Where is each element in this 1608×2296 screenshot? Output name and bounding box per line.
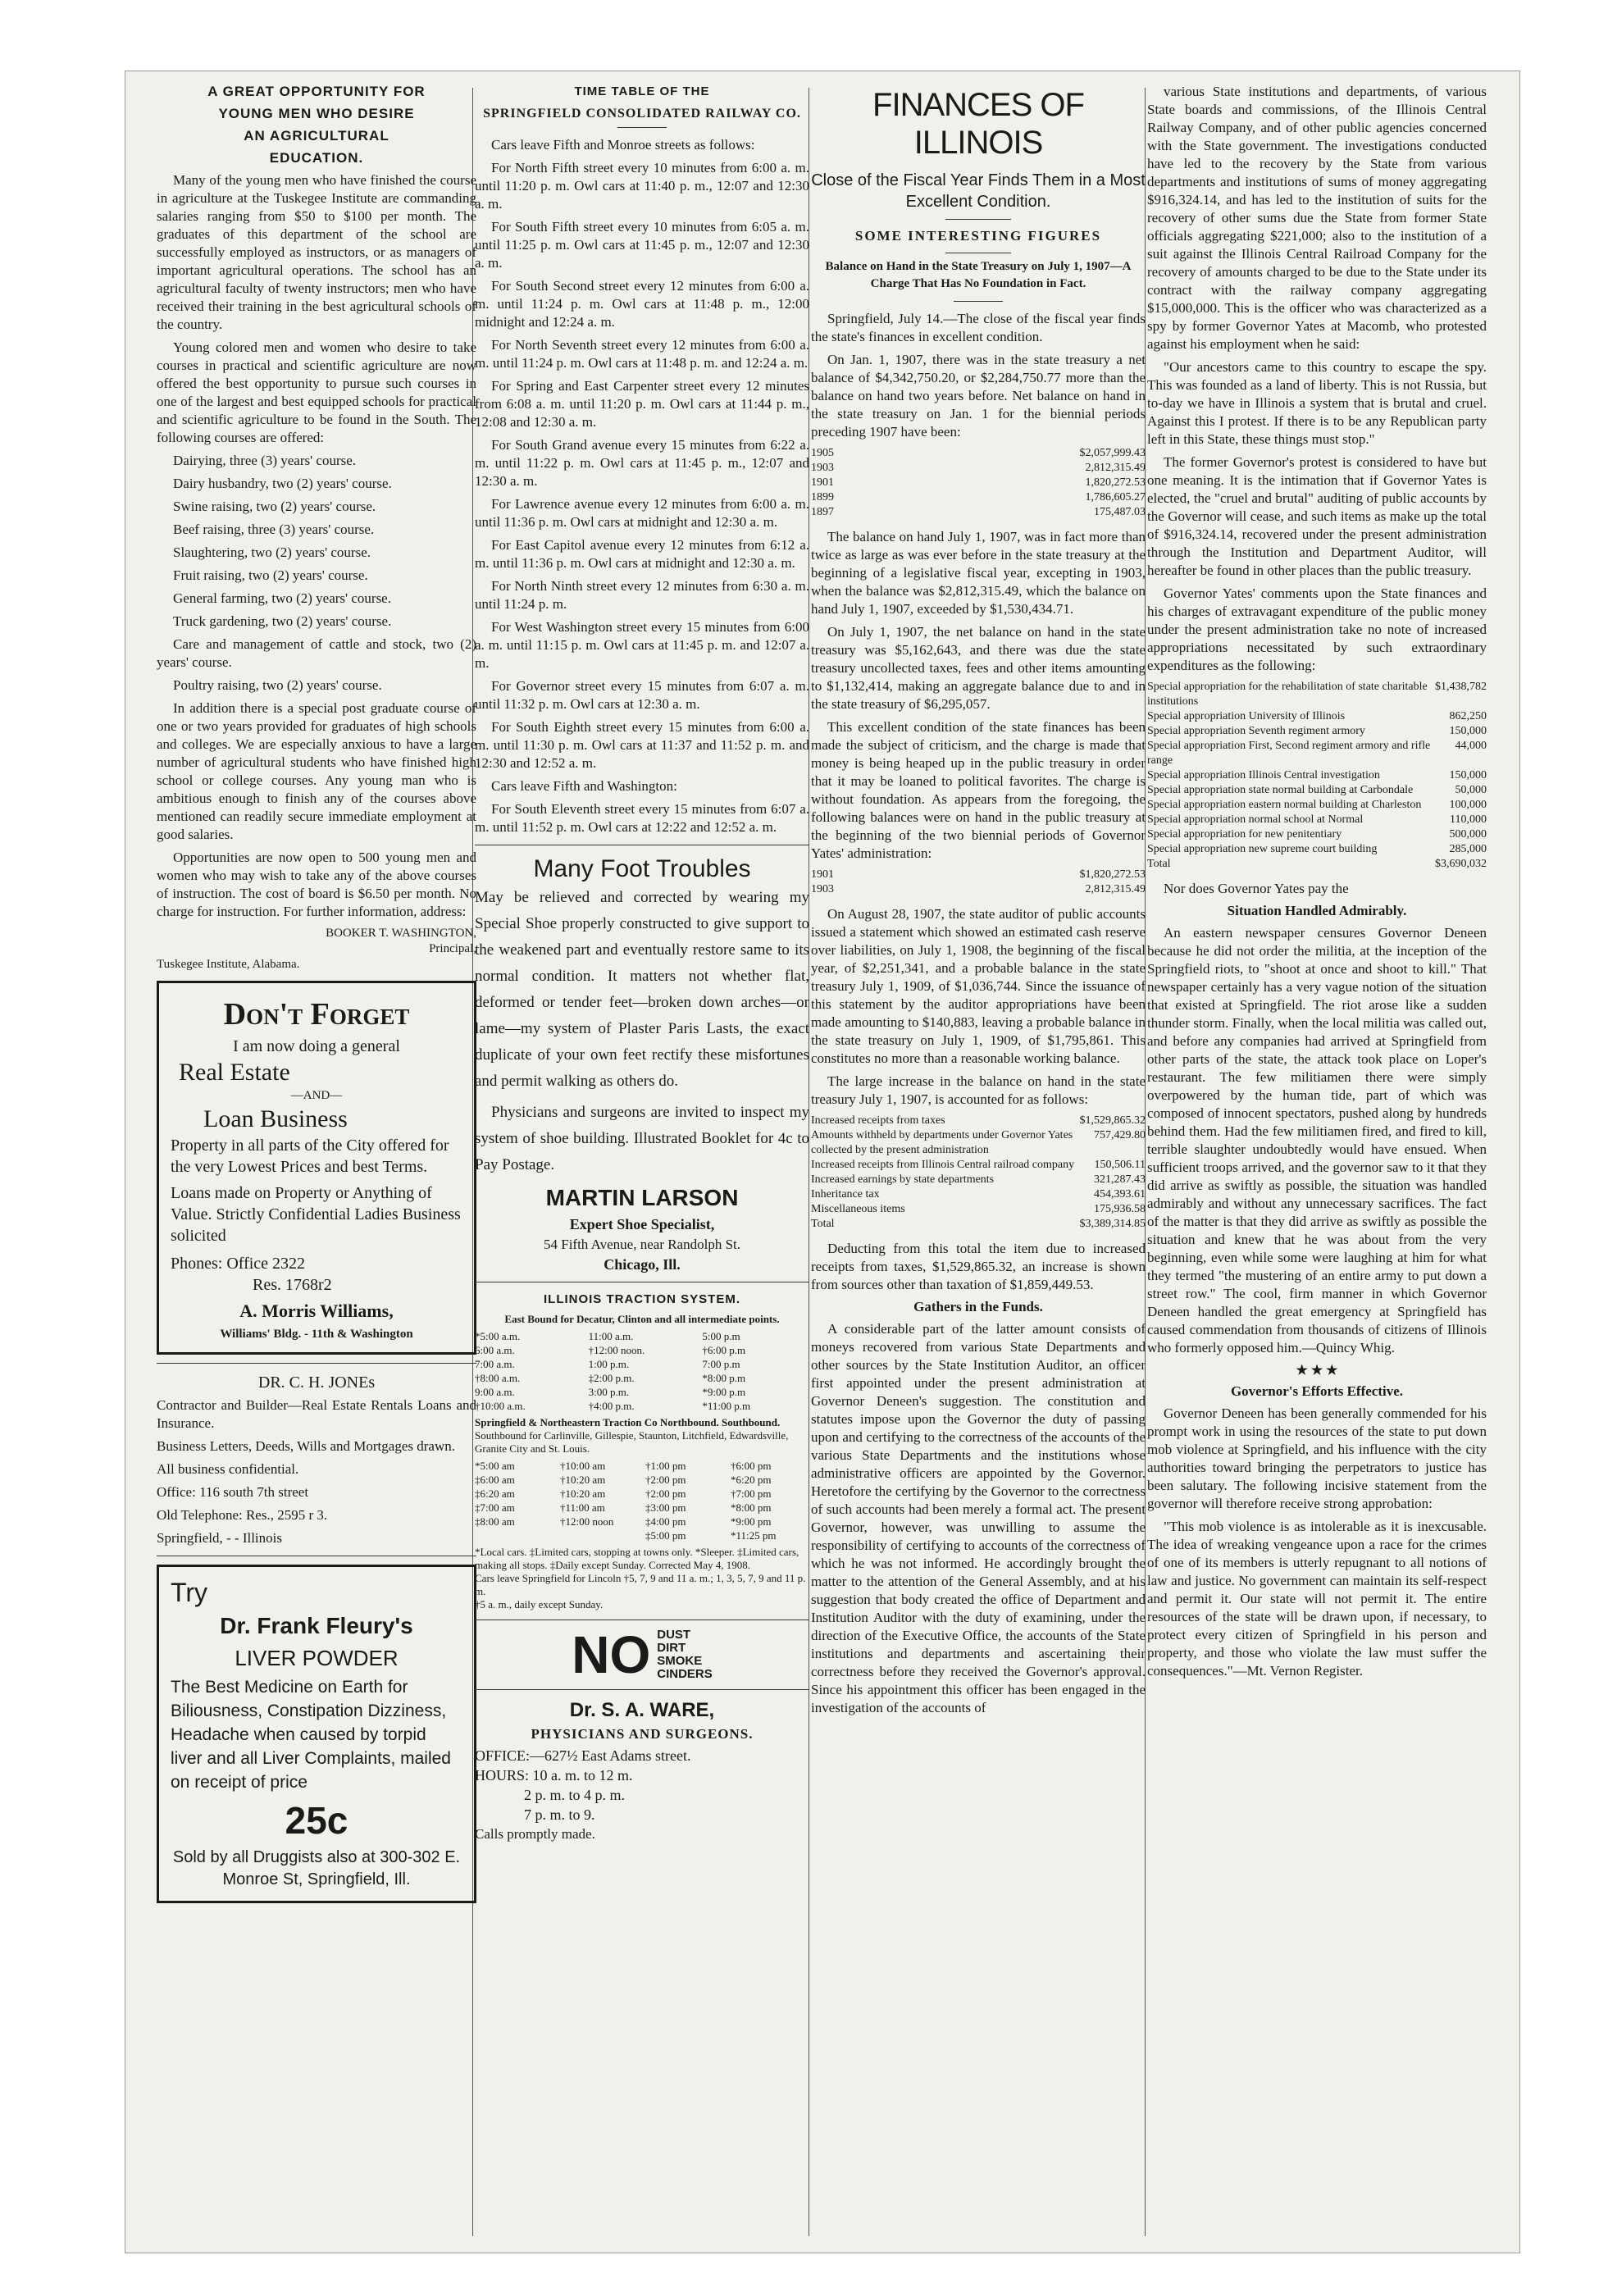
no-dust-ad bbox=[475, 1625, 809, 1684]
jones-name: DR. C. H. JONEs bbox=[257, 1374, 376, 1392]
paragraph: For South Eighth street every 15 minutes from 6:00 a. m. until 11:30 p. m. Owl cars at 11:37 and 11:52 p. m. and 12:30 and 12:52 a. m. bbox=[475, 719, 809, 771]
ledger-row bbox=[1147, 783, 1487, 798]
schedule-time: †6:00 p.m bbox=[702, 1344, 746, 1356]
traction-notes: †5 a. m., daily except Sunday. bbox=[475, 1598, 604, 1610]
fleury-ad bbox=[157, 1565, 476, 1903]
paragraph: For West Washington street every 15 minutes from 6:00 a. m. until 11:15 p. m. Owl cars at 11:45 p. m. and 12:07 a. m. bbox=[475, 619, 809, 671]
paragraph: Old Telephone: Res., 2595 r 3. bbox=[157, 1507, 328, 1523]
larson-ad bbox=[475, 854, 809, 1273]
column-4 bbox=[1147, 83, 1487, 1685]
fleury-sold: Sold by all Druggists also at 300-302 E. Monroe St, Springfield, Ill. bbox=[172, 1848, 461, 1888]
schedule-time: 9:00 a.m. bbox=[475, 1386, 515, 1398]
paragraph: For North Ninth street every 12 minutes from 6:30 a. m. until 11:24 p. m. bbox=[475, 578, 809, 612]
schedule-time: ‡4:00 pm bbox=[645, 1515, 686, 1528]
ledger-row bbox=[811, 1128, 1146, 1158]
paragraph: For South Eleventh street every 15 minutes from 6:07 a. m. until 11:52 p. m. Owl cars at 12:22 and 12:52 a. m. bbox=[475, 801, 809, 835]
traction-sub: East Bound for Decatur, Clinton and all intermediate points. bbox=[504, 1313, 780, 1325]
schedule-time: 7:00 a.m. bbox=[475, 1358, 515, 1370]
fleury-body: The Best Medicine on Earth for Biliousness, Constipation Dizziness, Headache when caused by torpid liver and all Liver Complaints, mailed on receipt of price bbox=[171, 1678, 451, 1792]
ledger-amount: 44,000 bbox=[1455, 740, 1487, 752]
ledger-amount: 50,000 bbox=[1455, 784, 1487, 796]
ledger-amount: 2,812,315.49 bbox=[1085, 883, 1146, 895]
divider bbox=[617, 127, 667, 128]
schedule-time: *5:00 am bbox=[475, 1460, 515, 1472]
divider bbox=[945, 219, 1011, 220]
ag-heading-line: A GREAT OPPORTUNITY FOR bbox=[207, 84, 426, 99]
divider bbox=[157, 1363, 476, 1364]
larson-headline: Many Foot Troubles bbox=[533, 855, 751, 882]
paragraph: Opportunities are now open to 500 young men and women who may wish to take any of the above courses of instruction. The cost of board is $6.50 per month. No charge for instruction. For further information, address: bbox=[157, 850, 476, 919]
finances-deck: SOME INTERESTING FIGURES bbox=[854, 228, 1102, 244]
fleury-name: Dr. Frank Fleury's bbox=[220, 1613, 413, 1638]
paragraph: The balance on hand July 1, 1907, was in fact more than twice as large as was ever before in the state treasury at the beginning of a legislative fiscal year, excepting in 1903, when the balance was $2,812,315.49, which the balance on hand July 1, 1907, exceeded by $1,530,434.71. bbox=[811, 529, 1146, 617]
situation-body bbox=[1147, 924, 1487, 1357]
ledger-amount: 285,000 bbox=[1449, 843, 1487, 855]
schedule-time: †8:00 a.m. bbox=[475, 1372, 521, 1384]
williams-headline: Don't Forget bbox=[223, 997, 410, 1032]
schedule-time: ‡3:00 pm bbox=[645, 1501, 686, 1514]
schedule-time: ‡2:00 p.m. bbox=[588, 1372, 635, 1384]
ledger-row bbox=[811, 1114, 1146, 1128]
ledger-row bbox=[1147, 709, 1487, 724]
finances-title: FINANCES OF ILLINOIS bbox=[872, 87, 1084, 161]
ledger-yates bbox=[811, 868, 1146, 897]
ledger-row bbox=[811, 476, 1146, 490]
no-item: SMOKE bbox=[657, 1654, 703, 1668]
schedule-time: †10:20 am bbox=[560, 1487, 606, 1500]
jones-lines bbox=[157, 1396, 476, 1547]
ledger-label: 1905 bbox=[811, 447, 834, 459]
ledger-row bbox=[1147, 724, 1487, 739]
finances-deck: Balance on Hand in the State Treasury on July 1, 1907—A Charge That Has No Foundation in Fact. bbox=[825, 260, 1132, 290]
ware-hours: 2 p. m. to 4 p. m. bbox=[524, 1787, 626, 1803]
column-2 bbox=[475, 83, 809, 1844]
schedule-time: ‡5:00 pm bbox=[645, 1529, 686, 1542]
schedule-time: †2:00 pm bbox=[645, 1474, 686, 1486]
fleury-product: LIVER POWDER bbox=[235, 1646, 399, 1670]
williams-line: Loan Business bbox=[203, 1105, 348, 1132]
ledger-row bbox=[1147, 798, 1487, 813]
ag-heading-line: YOUNG MEN WHO DESIRE bbox=[218, 106, 415, 121]
ledger-label: Inheritance tax bbox=[811, 1188, 880, 1200]
schedule-time: †11:00 am bbox=[560, 1501, 605, 1514]
efforts-body bbox=[1147, 1405, 1487, 1680]
larson-name: MARTIN LARSON bbox=[545, 1185, 739, 1210]
paragraph: Fruit raising, two (2) years' course. bbox=[173, 567, 368, 583]
column-3 bbox=[811, 83, 1146, 1722]
ledger-label: Special appropriation eastern normal building at Charleston bbox=[1147, 799, 1422, 811]
ledger-row bbox=[811, 461, 1146, 476]
paragraph: For North Seventh street every 12 minutes from 6:00 a. m. until 11:24 p. m. Owl cars at 11:48 p. m. and 12:24 a. m. bbox=[475, 337, 809, 371]
ledger-label: Total bbox=[1147, 858, 1171, 870]
finances-continued bbox=[1147, 83, 1487, 675]
paragraph: Care and management of cattle and stock, two (2) years' course. bbox=[157, 636, 476, 670]
williams-line: —AND— bbox=[290, 1089, 343, 1102]
ledger-amount: 2,812,315.49 bbox=[1085, 462, 1146, 474]
schedule-time: 5:00 p.m bbox=[702, 1330, 740, 1342]
subheading-situation: Situation Handled Admirably. bbox=[1227, 903, 1407, 918]
traction-notes: *Local cars. ‡Limited cars, stopping at towns only. *Sleeper. ‡Limited cars, making all stops. ‡Daily except Sunday. Corrected May 4, 1908. bbox=[475, 1546, 799, 1571]
paragraph: Poultry raising, two (2) years' course. bbox=[173, 677, 382, 693]
ledger-amount: 150,000 bbox=[1449, 769, 1487, 781]
schedule-time: *9:00 p.m bbox=[702, 1386, 746, 1398]
schedule-time: *11:00 p.m bbox=[702, 1400, 751, 1412]
traction-notes: Cars leave Springfield for Lincoln †5, 7, 9 and 11 a. m.; 1, 3, 5, 7, 9 and 11 p. m. bbox=[475, 1572, 806, 1597]
paragraph: Nor does Governor Yates pay the bbox=[1164, 881, 1349, 896]
schedule-time: *8:00 pm bbox=[731, 1501, 772, 1514]
paragraph: Office: 116 south 7th street bbox=[157, 1484, 309, 1500]
jones-ad bbox=[157, 1372, 476, 1547]
fleury-price: 25c bbox=[285, 1799, 348, 1842]
ledger-balances bbox=[811, 446, 1146, 520]
ledger-label: Special appropriation normal school at Normal bbox=[1147, 813, 1364, 826]
ware-hours: 7 p. m. to 9. bbox=[524, 1806, 595, 1823]
ledger-amount: 150,000 bbox=[1449, 725, 1487, 737]
ledger-label: 1899 bbox=[811, 491, 834, 503]
ledger-row bbox=[811, 868, 1146, 882]
ledger-label: Increased receipts from Illinois Central railroad company bbox=[811, 1159, 1075, 1171]
schedule-time: 7:00 p.m bbox=[702, 1358, 740, 1370]
paragraph: Swine raising, two (2) years' course. bbox=[173, 499, 376, 514]
paragraph: Contractor and Builder—Real Estate Rentals Loans and Insurance. bbox=[157, 1397, 476, 1431]
finances-body bbox=[811, 528, 1146, 863]
paragraph: Cars leave Fifth and Washington: bbox=[491, 778, 677, 794]
schedule-time: †4:00 p.m. bbox=[588, 1400, 635, 1412]
paragraph: For South Grand avenue every 15 minutes from 6:22 a. m. until 11:22 p. m. Owl cars at 11:45 p. m., 12:07 and 12:30 a. m. bbox=[475, 437, 809, 489]
finances-body bbox=[811, 1320, 1146, 1717]
paragraph: General farming, two (2) years' course. bbox=[173, 590, 391, 606]
ledger-row bbox=[1147, 813, 1487, 827]
ledger-label: Increased earnings by state departments bbox=[811, 1173, 995, 1186]
ledger-amount: 110,000 bbox=[1450, 813, 1487, 826]
williams-phones: Phones: Office 2322 bbox=[171, 1255, 306, 1273]
ledger-label: Amounts withheld by departments under Governor Yates collected by the present administration bbox=[811, 1129, 1073, 1156]
ware-hours: HOURS: 10 a. m. to 12 m. bbox=[475, 1767, 633, 1784]
schedule-time: ‡7:00 am bbox=[475, 1501, 515, 1514]
stars-divider: ★ ★ ★ bbox=[1296, 1364, 1338, 1378]
paragraph: For South Second street every 12 minutes from 6:00 a. m. until 11:24 p. m. Owl cars at 11:48 p. m., 12:00 midnight and 12:24 a. m. bbox=[475, 278, 809, 330]
ledger-amount: $1,529,865.32 bbox=[1079, 1114, 1146, 1127]
paragraph: Many of the young men who have finished the course in agriculture at the Tuskegee Institute are commanding salaries ranging from $50 to $100 per month. The graduates of this department of the school are successfully employed as instructors, or as managers of important agricultural operations. The school has an agricultural faculty of twenty instructors; men who have received their training in the best agricultural schools of the country. bbox=[157, 172, 476, 332]
schedule-time: †10:00 am bbox=[560, 1460, 606, 1472]
ledger-amount: 175,487.03 bbox=[1094, 506, 1146, 518]
paragraph: Deducting from this total the item due to increased receipts from taxes, $1,529,865.32, an increase is shown from sources other than taxation of $1,859,449.53. bbox=[811, 1241, 1146, 1292]
no-list bbox=[657, 1629, 713, 1681]
finances-body bbox=[811, 1240, 1146, 1294]
williams-address: Williams' Bldg. - 11th & Washington bbox=[220, 1328, 413, 1341]
ag-heading-line: AN AGRICULTURAL bbox=[244, 128, 389, 144]
schedule-time: ‡6:20 am bbox=[475, 1487, 515, 1500]
williams-line: Real Estate bbox=[179, 1059, 290, 1086]
subheading-efforts: Governor's Efforts Effective. bbox=[1230, 1383, 1404, 1399]
ledger-amount: $3,690,032 bbox=[1435, 858, 1487, 870]
ledger-amount: 500,000 bbox=[1449, 828, 1487, 840]
traction-ad bbox=[475, 1291, 809, 1611]
ledger-appropriations bbox=[1147, 680, 1487, 872]
larson-title: Expert Shoe Specialist, bbox=[569, 1216, 715, 1232]
paragraph: On August 28, 1907, the state auditor of public accounts issued a statement which showed an estimated cash reserve over liabilities, on July 1, 1908, the beginning of the fiscal year, of $2,251,341, and a probable balance in the state treasury July 1, 1909, of $1,036,744. Since the issuance of this statement by the auditor appropriations have been made amounting to $140,883, leaving a probable balance in the state treasury on July 1, 1909, of $1,795,861. This constitutes no more than a reasonable working balance. bbox=[811, 906, 1146, 1066]
schedule-time: 11:00 a.m. bbox=[588, 1330, 634, 1342]
ledger-amount: $3,389,314.85 bbox=[1079, 1218, 1146, 1230]
ag-signature-place: Tuskegee Institute, Alabama. bbox=[157, 958, 300, 971]
paragraph: An eastern newspaper censures Governor Deneen because he did not order the militia, at the inception of the Springfield riots, to "shoot at once and shoot to kill." That newspaper certainly has a very vague notion of the situation that existed at Springfield. The riot arose like a sudden thunder storm. Finally, when the local militia was called out, and before any companies had arrived at Springfield from other parts of the state, the attack took place on Loper's restaurant. The few militiamen there were simply overpowered by the human tide, part of which was composed of innocent spectators, pushed along by hundreds behind them. Had the few militiamen fired, and fired to kill, terrible slaughter undoubtedly would have ensued. When sufficient troops arrived, and the governor saw to it that they did arrive as swiftly as possible, the situation was handled admirably and without any unnecessary sacrifices. The fact of the matter is that they did arrive as swiftly as possible the situation and knew that he was about from the very beginning, even while some were laughing at him for what they termed "the mustering of an entire army to put down a street row." The cool, firm manner in which Governor Deneen handled the great emergency at Springfield has caused commendation from thousands of citizens of Illinois who formerly opposed him.—Quincy Whig. bbox=[1147, 925, 1487, 1355]
schedule-time: 3:00 p.m. bbox=[588, 1386, 630, 1398]
paragraph: Governor Deneen has been generally commended for his prompt work in using the resources of the state to put down mob violence at Springfield, and his influence with the city authorities toward bringing the perpetrators to justice has been salutary. The following incisive statement from the governor will therefore receive strong approbation: bbox=[1147, 1405, 1487, 1511]
ware-name: Dr. S. A. WARE, bbox=[569, 1699, 715, 1721]
paragraph: Dairy husbandry, two (2) years' course. bbox=[173, 476, 392, 491]
traction-sub: Springfield & Northeastern Traction Co Northbound. Southbound. bbox=[475, 1416, 781, 1428]
traction-south-schedule bbox=[475, 1459, 809, 1542]
newspaper-page bbox=[125, 71, 1520, 2253]
ledger-row bbox=[1147, 857, 1487, 872]
ledger-label: Total bbox=[811, 1218, 835, 1230]
ledger-amount: 175,936.58 bbox=[1094, 1203, 1146, 1215]
ledger-amount: 862,250 bbox=[1449, 710, 1487, 722]
ag-heading bbox=[157, 83, 476, 166]
ledger-row bbox=[811, 1217, 1146, 1232]
paragraph: The former Governor's protest is considered to have but one meaning. It is the intimation that if Governor Yates is elected, the "cruel and brutal" auditing of public accounts by the Governor will cease, and such items as make up the total of $916,324.14, recovered under the present administration through the Institution and Department Auditor, will hereafter be found in other places than the public treasury. bbox=[1147, 454, 1487, 578]
no-big: NO bbox=[572, 1625, 651, 1684]
fleury-try: Try bbox=[171, 1578, 208, 1607]
subheading-gathers: Gathers in the Funds. bbox=[913, 1299, 1043, 1314]
ag-signature: BOOKER T. WASHINGTON, bbox=[326, 927, 476, 940]
paragraph: In addition there is a special post graduate course of one or two years provided for graduates of high schools and colleges. We are especially anxious to have a large number of agricultural students who have finished high school or college courses. Any young man who is ambitious enough to finish any of the courses above mentioned can readily secure immediate employment at good salaries. bbox=[157, 700, 476, 842]
williams-body: Property in all parts of the City offered for the very Lowest Prices and best Terms. bbox=[171, 1137, 449, 1176]
paragraph: Business Letters, Deeds, Wills and Mortgages drawn. bbox=[157, 1438, 455, 1454]
schedule-time: *5:00 a.m. bbox=[475, 1330, 521, 1342]
ledger-label: Special appropriation for the rehabilitation of state charitable institutions bbox=[1147, 681, 1428, 708]
schedule-time: *11:25 pm bbox=[731, 1529, 777, 1542]
schedule-time: †1:00 pm bbox=[645, 1460, 686, 1472]
paragraph: This excellent condition of the state finances has been made the subject of criticism, and the charge is made that money is being heaped up in the public treasury in order that it may be loaned to political favorites. The charge is without foundation. As appears from the foregoing, the following balances were on hand in the public treasury at the beginning of the two biennial periods of Governor Yates' administration: bbox=[811, 719, 1146, 861]
divider bbox=[475, 1689, 809, 1690]
williams-line: I am now doing a general bbox=[233, 1037, 400, 1055]
paragraph: various State institutions and departments, of various State boards and commissions, of the Illinois Central Railway Company, and of other public agencies concerned with the State government. The investigations conducted have led to the recovery by the State from various departments and institutions of sums of money aggregating $916,324.14, and has led to the institution of suits for the recovery of other sums due the State from former State officials aggregating $221,000; also to the institution of a suit against the Illinois Central Railroad Company for the recovery of amounts charged to be due to the State under its contract with the railway company aggregating $15,000,000. This is the officer who was characterized as a spy by former Governor Yates at Macomb, who protested against his employment when he said: bbox=[1147, 84, 1487, 352]
schedule-time: †7:00 pm bbox=[731, 1487, 772, 1500]
ledger-label: Special appropriation for new penitentiary bbox=[1147, 828, 1342, 840]
no-item: CINDERS bbox=[657, 1667, 713, 1681]
ledger-row bbox=[811, 1173, 1146, 1187]
column-1 bbox=[157, 83, 476, 1911]
larson-body: Physicians and surgeons are invited to inspect my system of shoe building. Illustrated Booklet for 4c to Pay Postage. bbox=[475, 1104, 809, 1173]
finances-body bbox=[811, 905, 1146, 1109]
schedule-time: †2:00 pm bbox=[645, 1487, 686, 1500]
williams-res: Res. 1768r2 bbox=[253, 1276, 332, 1294]
ledger-row bbox=[1147, 842, 1487, 857]
paragraph: A considerable part of the latter amount consists of moneys recovered from various State Departments and other sources by the State Institution Auditor, an officer first appointed under the present administration at Governor Deneen's suggestion. The constitution and statutes impose upon the Governor the duty of passing upon and certifying to the correctness of the accounts of the various State Departments and the institutions whose administrative officers are appointed by the Governor. Heretofore the certifying by the Governor to the correctness of such accounts had been merely a formal act. The present Governor, however, was unwilling to assume the responsibility of certifying to accounts of the correctness of which he was not informed. He accordingly brought the matter to the attention of the General Assembly, and at his suggestion that body created the office of Department and Institution Auditor with the duty of examining, under the direction of the Executive Office, the accounts of the State institutions and departments and ascertaining their correctness before they received the Governor's approval. Since his appointment this officer has been engaged in the investigation of the accounts of bbox=[811, 1321, 1146, 1715]
paragraph: For East Capitol avenue every 12 minutes from 6:12 a. m. until 11:36 p. m. Owl cars at midnight and 12:30 a. m. bbox=[475, 537, 809, 571]
traction-east-schedule bbox=[475, 1329, 809, 1413]
paragraph: For North Fifth street every 10 minutes from 6:00 a. m. until 11:20 p. m. Owl cars at 11:40 p. m., 12:07 and 12:30 a. m. bbox=[475, 160, 809, 212]
paragraph: For South Fifth street every 10 minutes from 6:05 a. m. until 11:25 p. m. Owl cars at 11:45 p. m., 12:07 and 12:30 a. m. bbox=[475, 219, 809, 271]
ledger-label: 1903 bbox=[811, 883, 834, 895]
timetable-heading: TIME TABLE OF THE bbox=[574, 84, 710, 98]
timetable-body bbox=[475, 136, 809, 836]
schedule-time: †10:20 am bbox=[560, 1474, 606, 1486]
larson-address: 54 Fifth Avenue, near Randolph St. bbox=[543, 1237, 741, 1252]
ag-article-body bbox=[157, 171, 476, 921]
ledger-row bbox=[811, 1158, 1146, 1173]
ledger-row bbox=[1147, 739, 1487, 768]
ledger-amount: 1,786,605.27 bbox=[1085, 491, 1146, 503]
traction-heading: ILLINOIS TRACTION SYSTEM. bbox=[543, 1292, 740, 1306]
schedule-time: †6:00 pm bbox=[731, 1460, 772, 1472]
ledger-row bbox=[811, 446, 1146, 461]
ledger-row bbox=[811, 490, 1146, 505]
ledger-row bbox=[1147, 768, 1487, 783]
ledger-amount: 454,393.61 bbox=[1094, 1188, 1146, 1200]
paragraph: "Our ancestors came to this country to escape the spy. This was founded as a land of liberty. This is not Russia, but to-day we have in Illinois a system that is brutal and cruel. Against this I protest. If there is to be any Republican party left in this State, these things must stop." bbox=[1147, 359, 1487, 447]
paragraph: For Governor street every 15 minutes from 6:07 a. m. until 11:32 p. m. Owl cars at 12:30 a. m. bbox=[475, 678, 809, 712]
schedule-time: *9:00 pm bbox=[731, 1515, 772, 1528]
paragraph: Springfield, July 14.—The close of the fiscal year finds the state's finances in excellent condition. bbox=[811, 311, 1146, 344]
ware-office: OFFICE:—627½ East Adams street. bbox=[475, 1747, 691, 1764]
schedule-time: ‡8:00 am bbox=[475, 1515, 515, 1528]
ledger-label: 1897 bbox=[811, 506, 834, 518]
ledger-amount: 1,820,272.53 bbox=[1085, 476, 1146, 489]
schedule-time: *6:20 pm bbox=[731, 1474, 772, 1486]
paragraph: On July 1, 1907, the net balance on hand in the state treasury was $5,162,643, and there was due the state treasury uncollected taxes, fees and other items amounting to $1,132,414, making an aggregate balance due to and in the state treasury of $6,295,057. bbox=[811, 624, 1146, 712]
ware-title: PHYSICIANS AND SURGEONS. bbox=[531, 1726, 754, 1742]
finances-deck: Close of the Fiscal Year Finds Them in a Most Excellent Condition. bbox=[811, 171, 1146, 211]
paragraph: The large increase in the balance on hand in the state treasury July 1, 1907, is accounted for as follows: bbox=[811, 1073, 1146, 1107]
ledger-amount: 100,000 bbox=[1449, 799, 1487, 811]
ledger-label: 1901 bbox=[811, 868, 834, 881]
ledger-amount: $1,438,782 bbox=[1435, 681, 1487, 693]
ledger-label: Special appropriation Seventh regiment armory bbox=[1147, 725, 1365, 737]
ag-heading-line: EDUCATION. bbox=[269, 150, 364, 166]
schedule-time: †12:00 noon. bbox=[588, 1344, 645, 1356]
ledger-row bbox=[1147, 827, 1487, 842]
no-item: DIRT bbox=[657, 1641, 686, 1655]
ledger-amount: 321,287.43 bbox=[1094, 1173, 1146, 1186]
schedule-time: †10:00 a.m. bbox=[475, 1400, 526, 1412]
larson-city: Chicago, Ill. bbox=[604, 1256, 681, 1273]
schedule-time: 6:00 a.m. bbox=[475, 1344, 515, 1356]
ledger-label: Increased receipts from taxes bbox=[811, 1114, 945, 1127]
paragraph: For Lawrence avenue every 12 minutes from 6:00 a. m. until 11:36 p. m. Owl cars at midnight and 12:30 a. m. bbox=[475, 496, 809, 530]
paragraph: "This mob violence is as intolerable as it is inexcusable. The idea of wreaking vengeance upon a race for the crimes of one of its members is utterly repugnant to all notions of law and justice. No government can maintain its self-respect and permit it. Our state will not permit it. The entire resources of the state will be drawn upon, if necessary, to protect every citizen of Springfield in his person and property, and those who violate the law must suffer the consequences."—Mt. Vernon Register. bbox=[1147, 1519, 1487, 1679]
ledger-label: Special appropriation Illinois Central investigation bbox=[1147, 769, 1380, 781]
ledger-label: Special appropriation state normal building at Carbondale bbox=[1147, 784, 1414, 796]
ledger-label: Special appropriation First, Second regiment armory and rifle range bbox=[1147, 740, 1431, 767]
schedule-time bbox=[560, 1528, 639, 1542]
ledger-row bbox=[1147, 680, 1487, 709]
paragraph: Truck gardening, two (2) years' course. bbox=[173, 613, 392, 629]
williams-loans: Loans made on Property or Anything of Value. Strictly Confidential Ladies Business solicited bbox=[171, 1184, 461, 1245]
paragraph: Springfield, - - Illinois bbox=[157, 1530, 282, 1546]
schedule-time bbox=[475, 1528, 553, 1542]
ledger-label: 1901 bbox=[811, 476, 834, 489]
paragraph: On Jan. 1, 1907, there was in the state treasury a net balance of $4,342,750.20, or $2,284,750.77 more than the balance on hand two years before. Net balance on hand in the state treasury on Jan. 1 for the biennial periods preceding 1907 have been: bbox=[811, 352, 1146, 440]
ledger-label: Special appropriation University of Illinois bbox=[1147, 710, 1346, 722]
williams-name: A. Morris Williams, bbox=[239, 1301, 394, 1321]
ledger-label: Special appropriation new supreme court building bbox=[1147, 843, 1378, 855]
ledger-row bbox=[811, 1202, 1146, 1217]
ledger-label: 1903 bbox=[811, 462, 834, 474]
paragraph: Governor Yates' comments upon the State finances and his charges of extravagant expenditure of the public money under the present administration take no note of increased appropriations necessitated by such extraordinary expenditures as the following: bbox=[1147, 585, 1487, 673]
schedule-time: *8:00 p.m bbox=[702, 1372, 746, 1384]
ware-calls: Calls promptly made. bbox=[475, 1826, 595, 1842]
paragraph: Dairying, three (3) years' course. bbox=[173, 453, 357, 468]
schedule-time: †12:00 noon bbox=[560, 1515, 614, 1528]
finances-body bbox=[811, 310, 1146, 441]
ledger-amount: $2,057,999.43 bbox=[1079, 447, 1146, 459]
no-item: DUST bbox=[657, 1628, 691, 1642]
timetable-company: SPRINGFIELD CONSOLIDATED RAILWAY CO. bbox=[483, 107, 801, 121]
ag-signature-title: Principal, bbox=[429, 942, 476, 955]
larson-body: May be relieved and corrected by wearing my Special Shoe properly constructed to give support to the weakened part and eventually restore same to its normal condition. It matters not whether flat, deformed or tender feet—broken down arches—or lame—my system of Plaster Paris Lasts, the exact duplicate of your own feet rectify these misfortunes and permit walking as others do. bbox=[475, 889, 809, 1090]
ledger-amount: 150,506.11 bbox=[1094, 1159, 1146, 1171]
divider bbox=[954, 301, 1003, 302]
ware-ad bbox=[475, 1698, 809, 1844]
paragraph: Cars leave Fifth and Monroe streets as follows: bbox=[491, 137, 755, 153]
traction-sub: Southbound for Carlinville, Gillespie, Staunton, Litchfield, Edwardsville, Granite City and St. Louis. bbox=[475, 1429, 789, 1455]
williams-ad bbox=[157, 981, 476, 1355]
schedule-time: 1:00 p.m. bbox=[588, 1358, 630, 1370]
ledger-label: Miscellaneous items bbox=[811, 1203, 905, 1215]
schedule-time: ‡6:00 am bbox=[475, 1474, 515, 1486]
ledger-row bbox=[811, 882, 1146, 897]
ledger-row bbox=[811, 1187, 1146, 1202]
finances-continued bbox=[1147, 880, 1487, 898]
paragraph: All business confidential. bbox=[157, 1461, 299, 1477]
paragraph: Slaughtering, two (2) years' course. bbox=[173, 544, 371, 560]
paragraph: Beef raising, three (3) years' course. bbox=[173, 522, 375, 537]
paragraph: For Spring and East Carpenter street every 12 minutes from 6:08 a. m. until 11:20 p. m. Owl cars at 11:44 p. m., 12:08 and 12:30 a. m. bbox=[475, 378, 809, 430]
ledger-amount: $1,820,272.53 bbox=[1079, 868, 1146, 881]
ledger-amount: 757,429.80 bbox=[1094, 1129, 1146, 1141]
paragraph: Young colored men and women who desire to take courses in practical and scientific agriculture are now offered the best opportunity to pursue such courses in one of the largest and best equipped schools for practical and scientific agriculture to be found in the South. The following courses are offered: bbox=[157, 339, 476, 445]
ledger-row bbox=[811, 505, 1146, 520]
ledger-increase bbox=[811, 1114, 1146, 1232]
